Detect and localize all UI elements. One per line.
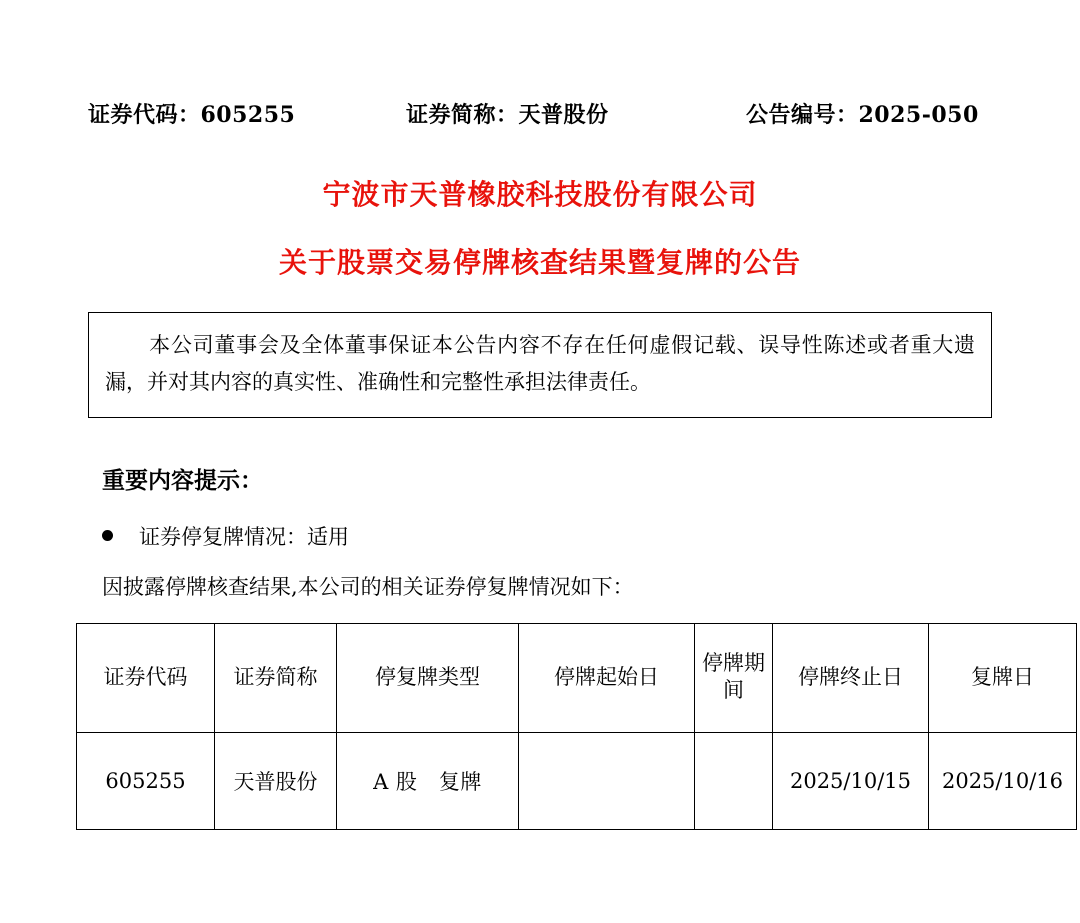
title-block [88, 178, 992, 279]
cell-halt-end-date: 2025/10/15 [773, 732, 929, 829]
table-header-cell: 证券简称 [215, 623, 337, 732]
cell-halt-type: A 股 复牌 [337, 732, 519, 829]
table-header-cell [695, 623, 773, 732]
table-header-row [77, 623, 1077, 732]
table-header-cell: 停牌终止日 [773, 623, 929, 732]
disclaimer-text: 本公司董事会及全体董事保证本公告内容不存在任何虚假记载、误导性陈述或者重大遗漏，并对其内容的真实性、准确性和完整性承担法律责任。 [105, 333, 975, 394]
table-header-cell: 停复牌类型 [337, 623, 519, 732]
security-code: 证券代码：605255 [88, 102, 296, 128]
cell-halt-start-date [519, 732, 695, 829]
cell-halt-period [695, 732, 773, 829]
document-header [88, 0, 992, 129]
security-abbreviation: 证券简称：天普股份 [406, 102, 609, 128]
important-notice-heading: 重要内容提示： [102, 466, 263, 494]
bullet-item-label: 证券停复牌情况：适用 [139, 524, 349, 549]
table-header-cell-text: 停牌期间 [702, 651, 765, 703]
cell-security-code: 605255 [77, 732, 215, 829]
company-name-title: 宁波市天普橡胶科技股份有限公司 [322, 178, 758, 211]
bullet-item-halt-status [102, 521, 992, 551]
table-header-cell: 证券代码 [77, 623, 215, 732]
halt-resume-table [76, 623, 1077, 830]
announcement-subject-title: 关于股票交易停牌核查结果暨复牌的公告 [278, 246, 801, 279]
table-lead-in-text: 因披露停牌核查结果,本公司的相关证券停复牌情况如下： [102, 574, 634, 599]
cell-resume-date: 2025/10/16 [929, 732, 1077, 829]
cell-security-abbr: 天普股份 [215, 732, 337, 829]
table-row [77, 732, 1077, 829]
announcement-number: 公告编号：2025-050 [746, 102, 979, 128]
disclaimer-box [88, 312, 992, 418]
table-header-cell: 复牌日 [929, 623, 1077, 732]
bullet-dot-icon [102, 530, 113, 541]
table-header-cell: 停牌起始日 [519, 623, 695, 732]
